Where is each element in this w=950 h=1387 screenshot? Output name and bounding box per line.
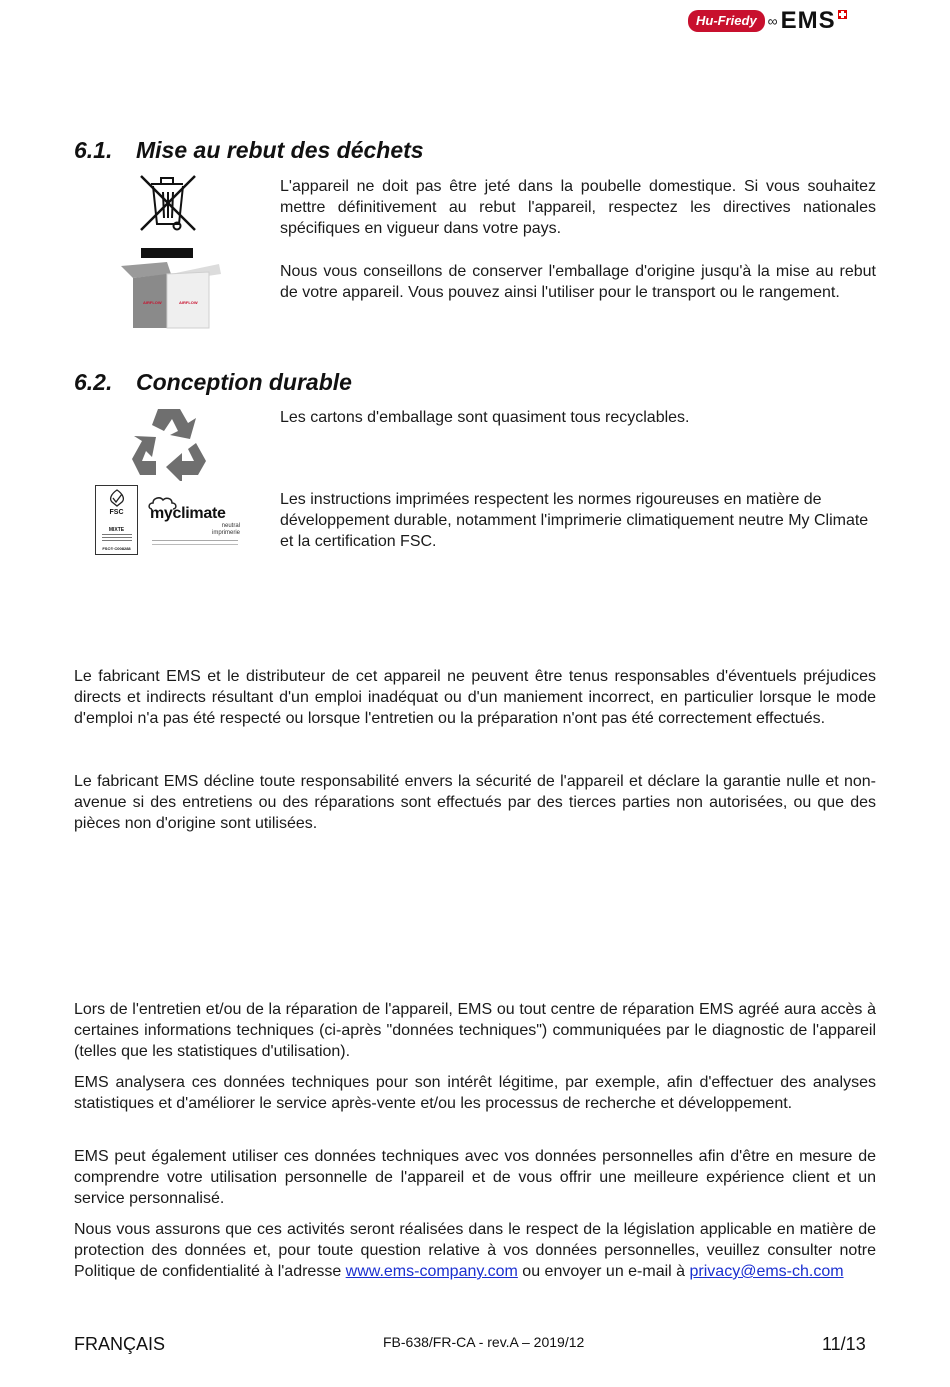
section-heading-6-2	[74, 369, 352, 396]
privacy-paragraph-4-text: Nous vous assurons que ces activités seront réalisées dans le respect de la législation applicable en matière de protection des données et, pour toute question relative à vos données personnelles, veuillez consulter notre Politique de confidentialité à l'adresse	[74, 1221, 876, 1280]
box-label-left: AIRFLOW	[143, 300, 162, 305]
section-number: 6.1.	[74, 137, 113, 163]
section-heading-6-1	[74, 137, 424, 164]
fsc-logo	[95, 485, 138, 555]
myclimate-imprimerie: imprimerie	[211, 530, 240, 536]
section-title: Conception durable	[136, 369, 352, 395]
myclimate-logo	[146, 496, 242, 554]
privacy-paragraph-4-middle: ou envoyer un e-mail à	[517, 1263, 690, 1280]
website-link[interactable]: www.ems-company.com	[345, 1263, 518, 1280]
printing-paragraph: Les instructions imprimées respectent les normes rigoureuses en matière de développement durable, notamment l'imprimerie climatiquement neutre My Climate et la certification FSC.	[280, 491, 869, 550]
tree-check-icon	[106, 489, 128, 509]
packaging-box-image	[119, 262, 223, 330]
recyclable-paragraph: Les cartons d'emballage sont quasiment tous recyclables.	[280, 409, 690, 426]
box-label-right: AIRFLOW	[179, 300, 198, 305]
privacy-paragraph-2: EMS analysera ces données techniques pour son intérêt légitime, par exemple, afin d'effectuer des analyses statistiques et d'améliorer le service après-vente et/ou les processus de recherche et développement.	[74, 1074, 876, 1112]
email-link[interactable]: privacy@ems-ch.com	[689, 1263, 844, 1280]
brand-logo	[688, 8, 878, 34]
privacy-paragraph-4	[74, 1219, 876, 1282]
footer-document-ref: FB-638/FR-CA - rev.A – 2019/12	[383, 1334, 585, 1350]
liability-paragraph-2: Le fabricant EMS décline toute responsabilité envers la sécurité de l'appareil et déclare la garantie nulle et non-avenue si des entretiens ou des réparations sont effectués par des tierces parties non autorisées, ou que des pièces non d'origine sont utilisées.	[74, 773, 876, 832]
myclimate-neutral: neutral	[221, 523, 240, 529]
myclimate-name: myclimate	[150, 505, 226, 522]
swiss-cross-icon	[838, 10, 847, 19]
liability-paragraph-1: Le fabricant EMS et le distributeur de cet appareil ne peuvent être tenus responsables d'éventuels préjudices directs et indirects résultant d'un emploi inadéquat ou d'un maniement incorrect, en particulier lorsque le mode d'emploi n'a pas été respecté ou lorsque l'entretien ou la préparation n'ont pas été correctement effectués.	[74, 668, 876, 727]
section-number: 6.2.	[74, 369, 113, 395]
weee-bin-icon	[137, 172, 199, 262]
fsc-code: FSC® C008288	[102, 546, 131, 551]
privacy-paragraph-1: Lors de l'entretien et/ou de la réparation de l'appareil, EMS ou tout centre de réparation EMS agréé aura accès à certaines informations techniques (ci-après "données techniques") communiquées par le diagnostic de l'appareil (telles que les statistiques d'utilisation).	[74, 1001, 876, 1060]
disposal-paragraph: L'appareil ne doit pas être jeté dans la poubelle domestique. Si vous souhaitez mettre définitivement au rebut l'appareil, respectez les directives nationales spécifiques en vigueur dans votre pays.	[280, 178, 876, 237]
packaging-paragraph: Nous vous conseillons de conserver l'emballage d'origine jusqu'à la mise au rebut de votre appareil. Vous pouvez ainsi l'utiliser pour le transport ou le rangement.	[280, 263, 876, 301]
privacy-paragraph-3: EMS peut également utiliser ces données techniques avec vos données personnelles afin d'être en mesure de comprendre votre utilisation personnelle de l'appareil et de vous offrir une meilleure expérience client et un service personnalisé.	[74, 1148, 876, 1207]
chain-link-icon: ∞	[767, 13, 778, 29]
footer-language: FRANÇAIS	[74, 1334, 166, 1354]
hu-friedy-logo: Hu-Friedy	[688, 10, 765, 32]
ems-logo: EMS	[780, 7, 836, 34]
fsc-label: FSC	[109, 509, 124, 516]
footer-page-number: 11/13	[822, 1334, 866, 1354]
recycling-icon	[130, 405, 208, 481]
section-title: Mise au rebut des déchets	[136, 137, 424, 163]
fsc-mixte: MIXTE	[108, 527, 125, 533]
